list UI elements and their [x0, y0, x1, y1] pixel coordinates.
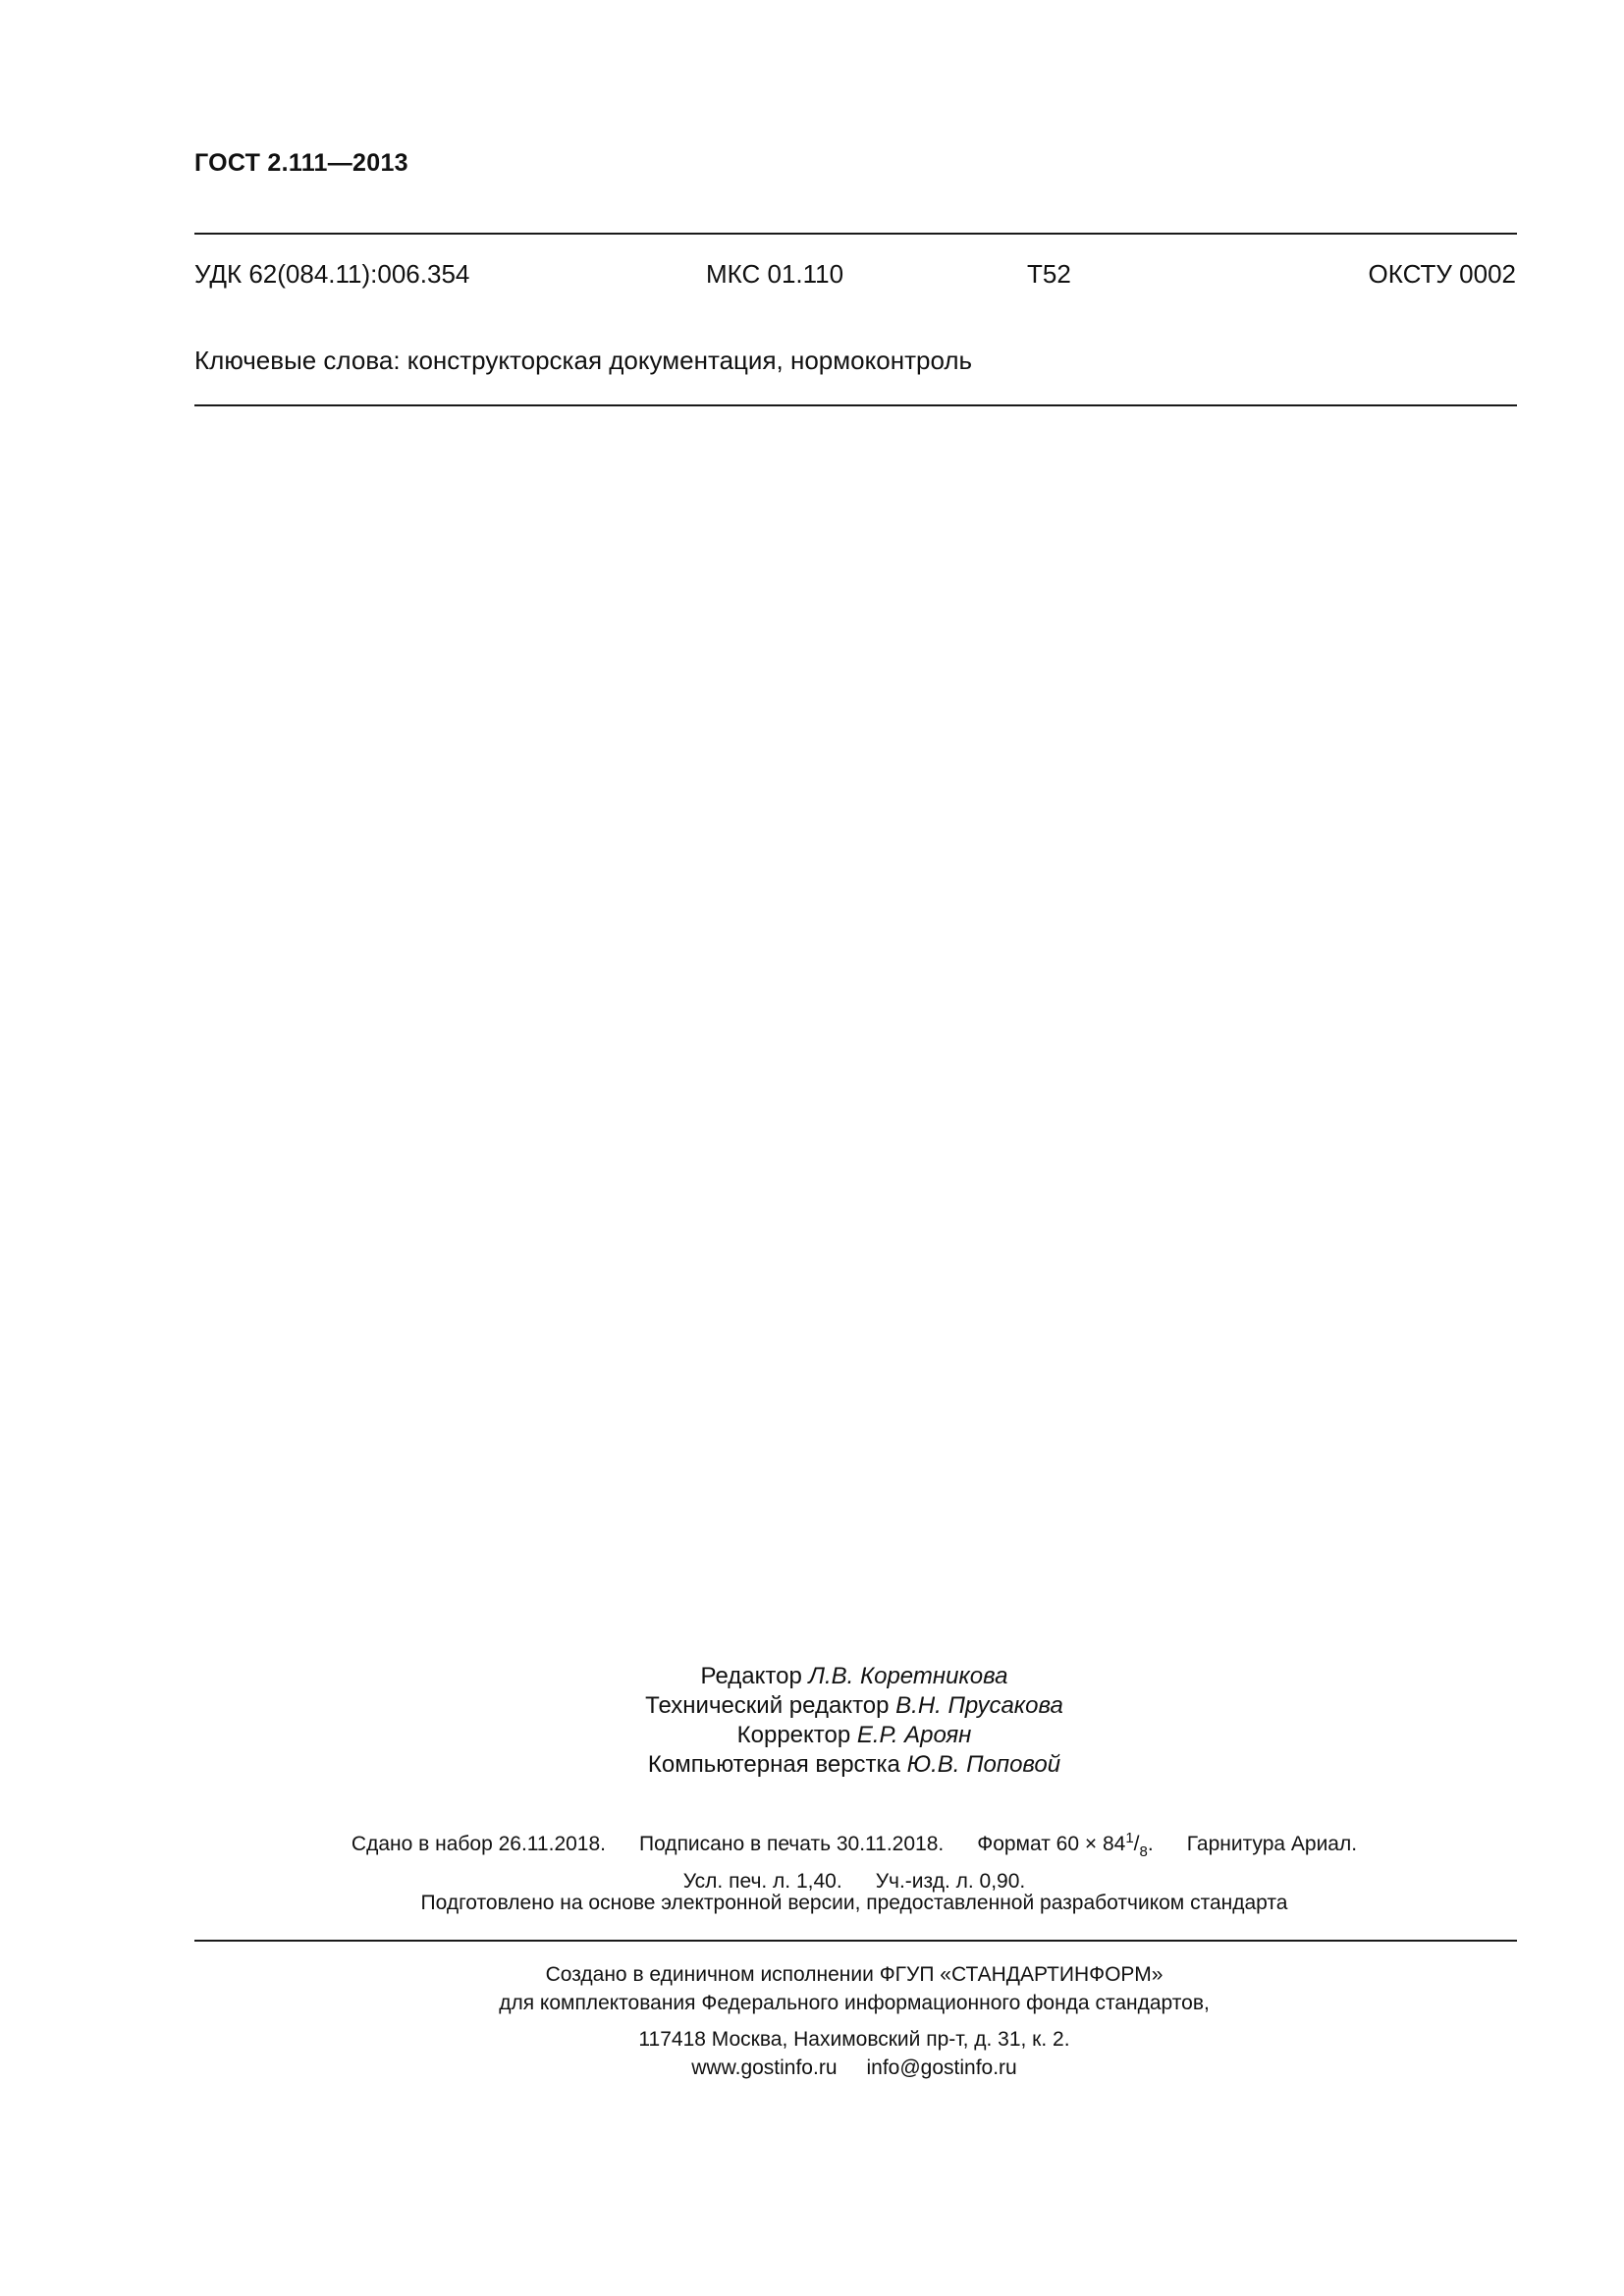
- mks-code: МКС 01.110: [706, 259, 844, 289]
- corrector-label: Корректор: [736, 1722, 851, 1748]
- tech-editor-label: Технический редактор: [645, 1692, 890, 1719]
- layout-row: [0, 1750, 1624, 1780]
- udk-code: УДК 62(084.11):006.354: [194, 259, 470, 289]
- print-info-row-1: [0, 1824, 1624, 1867]
- publisher-sheets: Уч.-изд. л. 0,90.: [875, 1870, 1026, 1893]
- okstu-code: ОКСТУ 0002: [1368, 259, 1516, 289]
- footer-divider: [194, 1940, 1517, 1942]
- t-code: Т52: [1027, 259, 1071, 289]
- submitted-date: Сдано в набор 26.11.2018.: [351, 1833, 606, 1855]
- standard-designation: ГОСТ 2.111—2013: [194, 149, 408, 177]
- format-prefix: Формат 60 × 84: [977, 1833, 1126, 1855]
- print-info-block: [0, 1824, 1624, 1896]
- publisher-website-link[interactable]: www.gostinfo.ru: [691, 2056, 838, 2079]
- layout-name: Ю.В. Поповой: [906, 1751, 1061, 1778]
- publisher-block: [0, 1960, 1624, 2082]
- print-sheets: Усл. печ. л. 1,40.: [682, 1870, 842, 1893]
- signed-date: Подписано в печать 30.11.2018.: [639, 1833, 945, 1855]
- typeface: Гарнитура Ариал.: [1186, 1833, 1358, 1855]
- editor-row: [0, 1662, 1624, 1691]
- prepared-note: Подготовлено на основе электронной версии, предоставленной разработчиком стандарта: [420, 1892, 1288, 1914]
- format-suffix: .: [1147, 1833, 1154, 1855]
- tech-editor-row: [0, 1691, 1624, 1721]
- credits-block: [0, 1662, 1624, 1780]
- publisher-email-link[interactable]: info@gostinfo.ru: [866, 2056, 1017, 2079]
- created-line-1: Создано в единичном исполнении ФГУП «СТАНДАРТИНФОРМ»: [545, 1963, 1164, 1986]
- format-slash: /: [1133, 1833, 1140, 1855]
- created-line-2: для комплектования Федерального информационного фонда стандартов,: [499, 1992, 1210, 2014]
- keywords-divider: [194, 404, 1517, 406]
- format-numerator: 1: [1125, 1830, 1134, 1846]
- editor-label: Редактор: [700, 1663, 802, 1689]
- editor-name: Л.В. Коретникова: [808, 1663, 1008, 1689]
- top-divider: [194, 233, 1517, 235]
- publisher-contacts: [0, 2054, 1624, 2082]
- corrector-row: [0, 1721, 1624, 1750]
- keywords-line: Ключевые слова: конструкторская документация, нормоконтроль: [194, 346, 973, 375]
- layout-label: Компьютерная верстка: [647, 1751, 900, 1778]
- publisher-address: 117418 Москва, Нахимовский пр-т, д. 31, к. 2.: [638, 2028, 1070, 2051]
- corrector-name: Е.Р. Ароян: [856, 1722, 972, 1748]
- tech-editor-name: В.Н. Прусакова: [895, 1692, 1063, 1719]
- format-denominator: 8: [1139, 1843, 1148, 1860]
